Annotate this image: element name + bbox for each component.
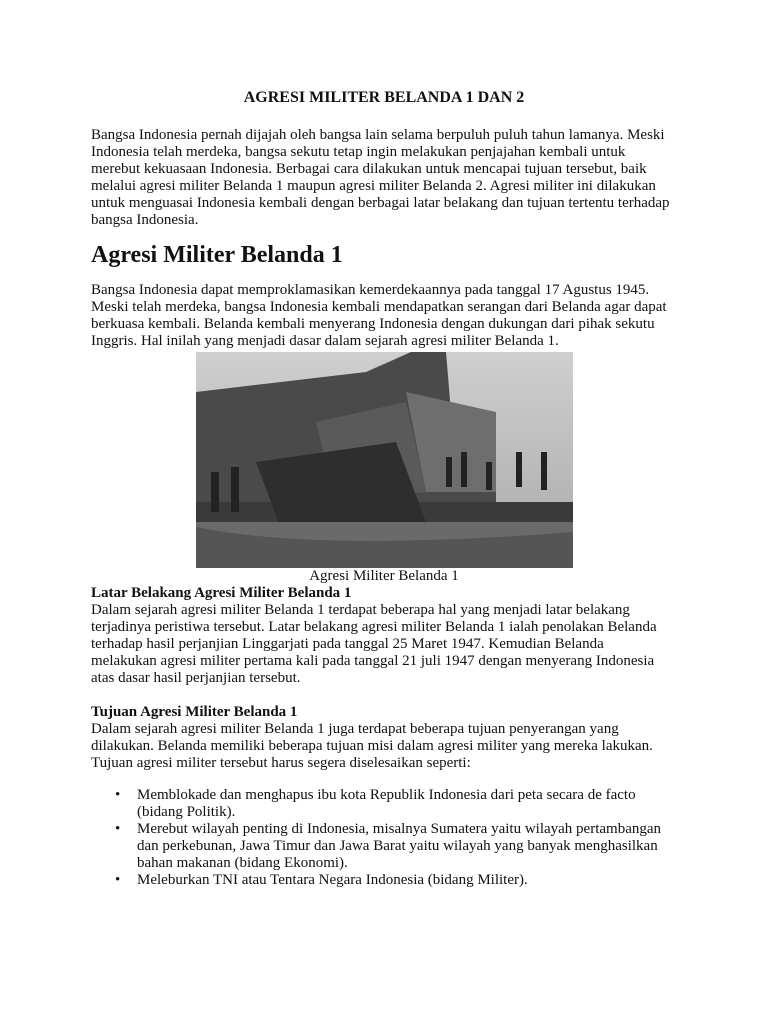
photo-caption: Agresi Militer Belanda 1 — [309, 568, 459, 584]
text-line: berkuasa kembali. Belanda kembali menyerang Indonesia dengan dukungan dari pihak sekutu — [91, 316, 655, 332]
text-line: Tujuan agresi militer tersebut harus segera diselesaikan seperti: — [91, 755, 471, 771]
text-line: terhadap hasil perjanjian Linggarjati pada tanggal 25 Maret 1947. Kemudian Belanda — [91, 636, 604, 652]
text-line: Merebut wilayah penting di Indonesia, misalnya Sumatera yaitu wilayah pertambangan — [137, 821, 662, 837]
bullet-text — [137, 787, 636, 821]
text-line: Dalam sejarah agresi militer Belanda 1 juga terdapat beberapa tujuan penyerangan yang — [91, 721, 619, 737]
text-line: Dalam sejarah agresi militer Belanda 1 terdapat beberapa hal yang menjadi latar belakang — [91, 602, 630, 618]
intro-paragraph — [91, 127, 670, 229]
text-line: dan perkebunan, Jawa Timur dan Jawa Barat yaitu wilayah yang banyak menghasilkan — [137, 838, 658, 854]
subheading-latar-belakang: Latar Belakang Agresi Militer Belanda 1 — [91, 585, 352, 601]
historical-photo-tank-landing-ship — [196, 352, 573, 568]
text-line: atas dasar hasil perjanjian tersebut. — [91, 670, 301, 686]
text-line: untuk menguasai Indonesia kembali dengan berbagai latar belakang dan tujuan tertentu terhadap — [91, 195, 670, 211]
subheading-tujuan: Tujuan Agresi Militer Belanda 1 — [91, 704, 298, 720]
text-line: melakukan agresi militer pertama kali pada tanggal 21 juli 1947 dengan menyerang Indonesia — [91, 653, 655, 669]
text-line: Bangsa Indonesia dapat memproklamasikan kemerdekaannya pada tanggal 17 Agustus 1945. — [91, 282, 650, 298]
text-line: melalui agresi militer Belanda 1 maupun agresi militer Belanda 2. Agresi militer ini dilakukan — [91, 178, 656, 194]
document-title: AGRESI MILITER BELANDA 1 DAN 2 — [243, 89, 525, 106]
bullet-icon: • — [115, 821, 121, 837]
section-paragraph — [91, 282, 667, 350]
text-line: Bangsa Indonesia pernah dijajah oleh bangsa lain selama berpuluh puluh tahun lamanya. Meski — [91, 127, 665, 143]
bullet-text — [137, 872, 528, 889]
text-line: Memblokade dan menghapus ibu kota Republik Indonesia dari peta secara de facto — [137, 787, 636, 803]
text-line: (bidang Politik). — [137, 804, 236, 820]
tujuan-paragraph — [91, 721, 653, 772]
text-line: merebut kekuasaan Indonesia. Berbagai cara dilakukan untuk mencapai tujuan tersebut, baik — [91, 161, 647, 177]
text-line: bahan makanan (bidang Ekonomi). — [137, 855, 348, 871]
text-line: Indonesia telah merdeka, bangsa sekutu tetap ingin melakukan penjajahan kembali untuk — [91, 144, 626, 160]
text-line: bangsa Indonesia. — [91, 212, 199, 228]
text-line: terjadinya peristiwa tersebut. Latar belakang agresi militer Belanda 1 ialah penolakan Belanda — [91, 619, 657, 635]
bullet-icon: • — [115, 787, 121, 803]
bullet-text — [137, 821, 661, 872]
section-heading: Agresi Militer Belanda 1 — [91, 242, 343, 268]
latar-paragraph — [91, 602, 657, 687]
text-line: Meleburkan TNI atau Tentara Negara Indonesia (bidang Militer). — [137, 872, 528, 888]
text-line: Inggris. Hal inilah yang menjadi dasar dalam sejarah agresi militer Belanda 1. — [91, 333, 559, 349]
bullet-icon: • — [115, 872, 121, 888]
text-line: Meski telah merdeka, bangsa Indonesia kembali mendapatkan serangan dari Belanda agar dapat — [91, 299, 667, 315]
text-line: dilakukan. Belanda memiliki beberapa tujuan misi dalam agresi militer yang mereka lakukan. — [91, 738, 653, 754]
